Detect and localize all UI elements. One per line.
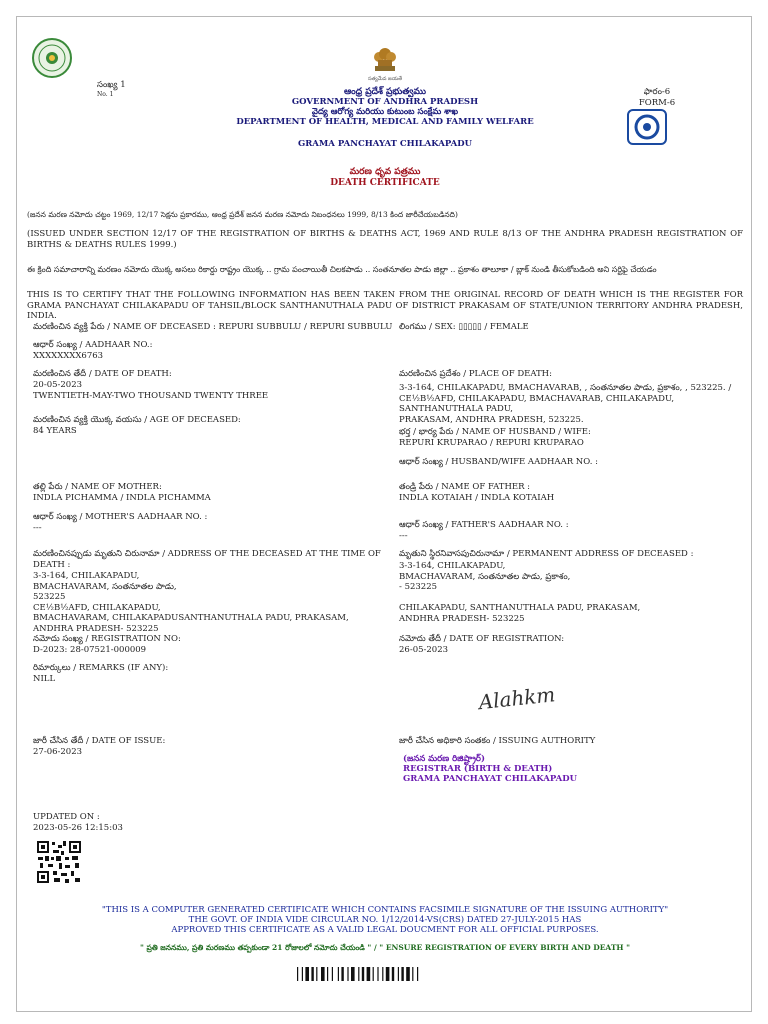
registrar-telugu: (జనన మరణ రిజిష్ట్రార్) (403, 754, 485, 764)
footer-line-2: THE GOVT. OF INDIA VIDE CIRCULAR NO. 1/12/2014-VS(CRS) DATED 27-JULY-2015 HAS (188, 915, 582, 925)
spouse-aadhaar-label: ఆధార్ సంఖ్య / HUSBAND/WIFE AADHAAR NO. : (399, 457, 598, 467)
father-aadhaar-value: --- (399, 531, 408, 541)
mother-aadhaar-value: --- (33, 523, 42, 533)
remarks-value: NILL (33, 674, 56, 684)
crs-logo-icon (627, 109, 667, 145)
mother-aadhaar-label: ఆధార్ సంఖ్య / MOTHER'S AADHAAR NO. : (33, 512, 208, 522)
registration-date-label: నమోదు తేదీ / DATE OF REGISTRATION: (399, 634, 565, 644)
father-aadhaar-label: ఆధార్ సంఖ్య / FATHER'S AADHAAR NO. : (399, 520, 569, 530)
remarks-label: రిమార్కులు / REMARKS (IF ANY): (33, 663, 169, 673)
father-name-label: తండ్రి పేరు / NAME OF FATHER : (399, 482, 531, 492)
age-value: 84 YEARS (33, 426, 77, 436)
registration-date-value: 26-05-2023 (399, 645, 449, 655)
permanent-address-value: 3-3-164, CHILAKAPADU, BMACHAVARAM, సంతనూతల పాడు, ప్రకాశం, - 523225 CHILAKAPADU, SANTHANUTHALA PADU, PRAKASAM, ANDHRA PRADESH- 523225 (399, 561, 641, 624)
panchayat-name: GRAMA PANCHAYAT CHILAKAPADU (297, 139, 473, 149)
registration-no-value: D-2023: 28-07521-000009 (33, 645, 147, 655)
registrar-english: REGISTRAR (BIRTH & DEATH) (403, 764, 553, 774)
mother-name-value: INDLA PICHAMMA / INDLA PICHAMMA (33, 493, 211, 503)
sex: లింగము / SEX: ▯▯▯▯▯ / FEMALE (399, 322, 529, 332)
form-number-english: FORM-6 (638, 98, 676, 108)
national-emblem-icon (372, 44, 398, 74)
footer-slogan: " ప్రతి జననము, ప్రతి మరణము తప్పకుండా 21 రోజులలో నమోదు చేయండి " / " ENSURE REGISTRATION OF EVERY BIRTH AND DEATH " (139, 943, 631, 952)
certificate-page (16, 16, 752, 1012)
government-telugu: ఆంధ్ర ప్రదేశ్ ప్రభుత్వము (343, 87, 427, 97)
footer-line-1: "THIS IS A COMPUTER GENERATED CERTIFICATE WHICH CONTAINS FACSIMILE SIGNATURE OF THE ISSUING AUTHORITY" (101, 905, 669, 915)
issued-under-telugu: (జనన మరణ నమోదు చట్టం 1969, 12/17 సెక్షను ప్రకారము, ఆంధ్ర ప్రదేశ్ జనన మరణ నమోదు నిబంధనలు 1999, 8/13 కింద జారీచేయబడినది) (27, 210, 458, 219)
date-of-death-value: 20-05-2023 TWENTIETH-MAY-TWO THOUSAND TWENTY THREE (33, 380, 269, 401)
address-at-death-value: 3-3-164, CHILAKAPADU, BMACHAVARAM, సంతనూతల పాడు, 523225 CE½B½AFD, CHILAKAPADU, BMACHAVARAM, CHILAKAPADUSANTHANUTHALA PADU, PRAKASAM, ANDHRA PRADESH- 523225 (33, 571, 349, 634)
place-of-death-value: 3-3-164, CHILAKAPADU, BMACHAVARAB, , సంతనూతల పాడు, ప్రకాశం, , 523225. / CE½B½AFD, CHILAKAPADU, BMACHAVARAB, CHILAKAPADU, SANTHANUTHALA PADU, PRAKASAM, ANDHRA PRADESH, 523225. (399, 383, 732, 425)
signature: Alahkm (477, 682, 557, 715)
footer-line-3: APPROVED THIS CERTIFICATE AS A VALID LEGAL DOUCMENT FOR ALL OFFICIAL PURPOSES. (171, 925, 599, 935)
deceased-name: మరణించిన వ్యక్తి పేరు / NAME OF DECEASED : REPURI SUBBULU / REPURI SUBBULU (33, 322, 393, 332)
qr-code-icon (35, 839, 83, 885)
barcode-icon (297, 967, 473, 981)
updated-on-label: UPDATED ON : (33, 812, 100, 822)
department-telugu: వైద్య ఆరోగ్య మరియు కుటుంబ సంక్షేమ శాఖ (311, 107, 459, 117)
place-of-death-label: మరణించిన ప్రదేశం / PLACE OF DEATH: (399, 369, 552, 379)
ap-state-logo-icon (31, 37, 73, 79)
serial-label: సంఖ్య 1 (97, 80, 126, 90)
certificate-title-english: DEATH CERTIFICATE (330, 178, 440, 188)
address-at-death-label: మరణించినప్పుడు మృతుని చిరునామా / ADDRESS OF THE DECEASED AT THE TIME OF DEATH : (33, 549, 381, 570)
aadhaar-value: XXXXXXXX6763 (33, 351, 104, 361)
registration-no-label: నమోదు సంఖ్య / REGISTRATION NO: (33, 634, 181, 644)
emblem-caption: సత్యమేవ జయతే (367, 76, 403, 82)
government-english: GOVERNMENT OF ANDHRA PRADESH (291, 97, 479, 107)
updated-on-value: 2023-05-26 12:15:03 (33, 823, 123, 833)
form-number-telugu: ఫారం-6 (643, 87, 671, 97)
date-of-death-label: మరణించిన తేదీ / DATE OF DEATH: (33, 369, 172, 379)
father-name-value: INDLA KOTAIAH / INDLA KOTAIAH (399, 493, 555, 503)
spouse-name-label: భర్త / భార్య పేరు / NAME OF HUSBAND / WIFE: (399, 427, 591, 437)
certificate-title-telugu: మరణ ధృవ పత్రము (349, 167, 421, 177)
certify-statement-telugu: ఈ క్రింది సమాచారాన్ని మరణం నమోదు యొక్క అసలు రికార్డు రాష్ట్రం యొక్క .. గ్రామ పంచాయితీ చిలకపాడు .. సంతనూతల పాడు జిల్లా .. ప్రకాశం తాలూకా / బ్లాక్ నుండి తీసుకోబడింది అని సర్టిఫై చేయడం (27, 265, 657, 274)
mother-name-label: తల్లి పేరు / NAME OF MOTHER: (33, 482, 162, 492)
date-of-issue-label: జారీ చేసిన తేదీ / DATE OF ISSUE: (33, 736, 166, 746)
certify-statement-english: THIS IS TO CERTIFY THAT THE FOLLOWING INFORMATION HAS BEEN TAKEN FROM THE ORIGINAL RECORD OF DEATH WHICH IS THE REGISTER FOR GRAMA PANCHAYAT CHILAKAPADU OF TAHSIL/BLOCK SANTHANUTHALA PADU OF DISTRICT PRAKASAM OF STATE/UNION TERRITORY ANDHRA PRADESH, INDIA. (27, 290, 743, 321)
aadhaar-label: ఆధార్ సంఖ్య / AADHAAR NO.: (33, 340, 153, 350)
spouse-name-value: REPURI KRUPARAO / REPURI KRUPARAO (399, 438, 584, 448)
department-english: DEPARTMENT OF HEALTH, MEDICAL AND FAMILY WELFARE (236, 117, 534, 127)
issued-under-english: (ISSUED UNDER SECTION 12/17 OF THE REGISTRATION OF BIRTHS & DEATHS ACT, 1969 AND RULE 8/13 OF THE ANDHRA PRADESH REGISTRATION OF BIRTHS & DEATHS RULES 1999.) (27, 229, 743, 250)
serial-sub: No. 1 (97, 91, 114, 98)
age-label: మరణించిన వ్యక్తి యొక్క వయసు / AGE OF DECEASED: (33, 415, 241, 425)
issuing-authority-label: జారీ చేసిన అధికారి సంతకం / ISSUING AUTHORITY (399, 736, 596, 746)
date-of-issue-value: 27-06-2023 (33, 747, 83, 757)
registrar-panchayat: GRAMA PANCHAYAT CHILAKAPADU (403, 774, 578, 784)
permanent-address-label: మృతుని స్థిరనివాసపుచిరునామా / PERMANENT ADDRESS OF DECEASED : (399, 549, 694, 559)
